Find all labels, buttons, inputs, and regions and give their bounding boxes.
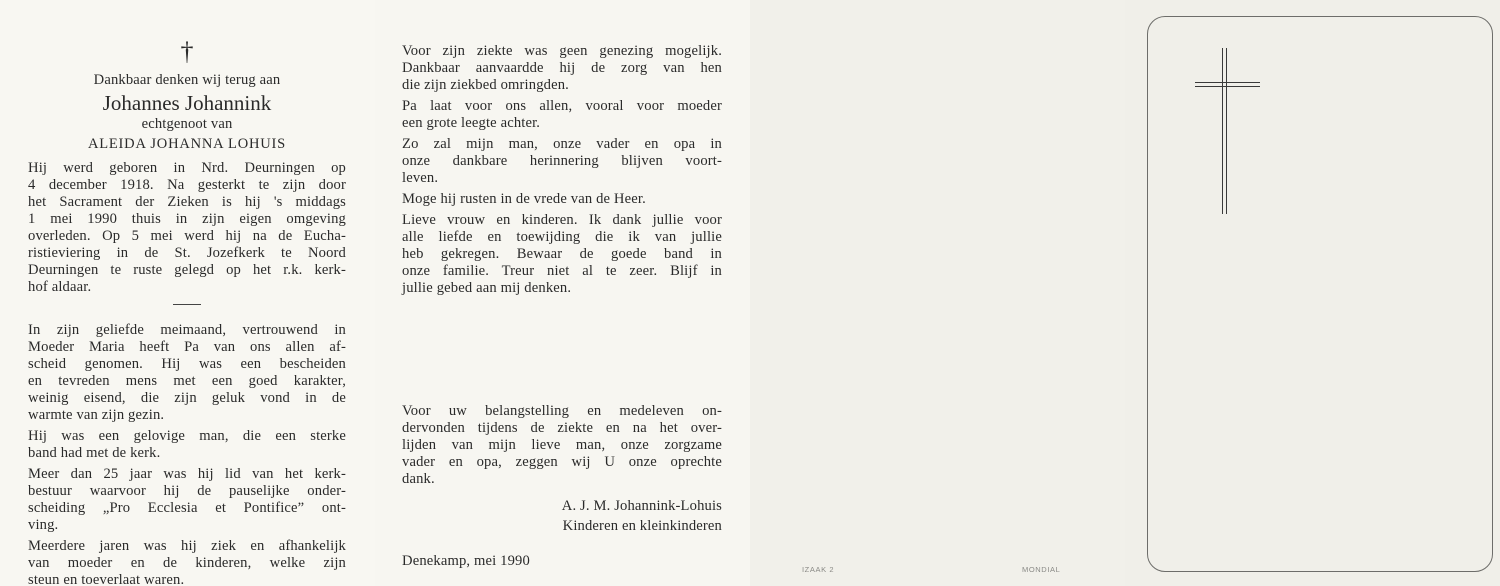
- card-panel-left: [0, 0, 375, 586]
- text-line: die zijn ziekbed omringden.: [402, 77, 569, 93]
- text-line: scheid genomen. Hij was een bescheiden: [28, 356, 346, 372]
- text-line: Deurningen te ruste gelegd op het r.k. kerk-: [28, 262, 346, 278]
- card-panel-blank: [750, 0, 1125, 586]
- deceased-name: Johannes Johannink: [102, 91, 272, 115]
- text-line: band had met de kerk.: [28, 445, 161, 461]
- text-line: Moeder Maria heeft Pa van ons allen af-: [28, 339, 346, 355]
- text-line: bestuur waarvoor hij de pauselijke onder-: [28, 483, 346, 499]
- cross-icon: †: [180, 37, 194, 66]
- text-line: Pa laat voor ons allen, vooral voor moeder: [402, 98, 722, 114]
- text-line: onze dankbare herinnering blijven voort-: [402, 153, 722, 169]
- text-line: steun en toeverlaat waren.: [28, 572, 185, 586]
- text-line: van moeder en de kinderen, welke zijn: [28, 555, 346, 571]
- text-line: Meerdere jaren was hij ziek en afhankelijk: [28, 538, 346, 554]
- text-line: leven.: [402, 170, 439, 186]
- text-line: en tevreden mens met een goed karakter,: [28, 373, 346, 389]
- text-line: lijden van mijn lieve man, onze zorgzame: [402, 437, 722, 453]
- relation-line: echtgenoot van: [141, 116, 233, 132]
- paragraph-character: [28, 322, 346, 424]
- text-line: weinig eisend, die zijn geluk vond in de: [28, 390, 346, 406]
- text-line: alle liefde en toewijding die ik van jullie: [402, 229, 722, 245]
- text-line: Hij werd geboren in Nrd. Deurningen op: [28, 160, 346, 176]
- paragraph-memory: [402, 136, 722, 187]
- panel-middle-bottom: [402, 403, 722, 570]
- text-line: Voor zijn ziekte was geen genezing mogelijk.: [402, 43, 722, 59]
- paragraph-thanks: [402, 403, 722, 488]
- signature-name: A. J. M. Johannink-Lohuis: [561, 498, 722, 514]
- publisher-imprint: MONDIAL: [1022, 565, 1061, 574]
- paragraph-church-board: [28, 466, 346, 534]
- text-line: dervonden tijdens de ziekte en na het over-: [402, 420, 722, 436]
- text-line: Dankbaar aanvaardde hij de zorg van hen: [402, 60, 722, 76]
- text-line: overleden. Op 5 mei werd hij na de Eucha-: [28, 228, 346, 244]
- text-line: ving.: [28, 517, 59, 533]
- text-line: Voor uw belangstelling en medeleven on-: [402, 403, 722, 419]
- paragraph-farewell-words: [402, 212, 722, 297]
- text-line: jullie gebed aan mij denken.: [402, 280, 572, 296]
- text-line: vader en opa, zeggen wij U onze oprechte: [402, 454, 722, 470]
- text-line: warmte van zijn gezin.: [28, 407, 165, 423]
- text-line: 4 december 1918. Na gesterkt te zijn door: [28, 177, 346, 193]
- text-line: Moge hij rusten in de vrede van de Heer.: [402, 191, 646, 207]
- text-line: een grote leegte achter.: [402, 115, 541, 131]
- signature-family: Kinderen en kleinkinderen: [562, 518, 722, 534]
- text-line: onze familie. Treur niet al te zeer. Blijf in: [402, 263, 722, 279]
- text-line: heb gekregen. Bewaar de goede band in: [402, 246, 722, 262]
- paragraph-faith: [28, 428, 346, 462]
- text-line: hof aldaar.: [28, 279, 92, 295]
- card-panel-middle: [375, 0, 750, 586]
- printer-imprint: IZAAK 2: [802, 565, 835, 574]
- cross-icon: [1193, 48, 1263, 216]
- paragraph-no-cure: [402, 43, 722, 94]
- spouse-name: ALEIDA JOHANNA LOHUIS: [87, 136, 287, 152]
- text-line: Lieve vrouw en kinderen. Ik dank jullie voor: [402, 212, 722, 228]
- paragraph-emptiness: [402, 98, 722, 132]
- text-line: het Sacrament der Zieken is hij 's middags: [28, 194, 346, 210]
- paragraph-birth-death: [28, 160, 346, 296]
- place-date: Denekamp, mei 1990: [402, 553, 530, 569]
- card-panel-cover: [1125, 0, 1500, 586]
- text-line: ristieviering in de St. Jozefkerk te Noord: [28, 245, 346, 261]
- text-line: Meer dan 25 jaar was hij lid van het kerk-: [28, 466, 346, 482]
- paragraph-rest-in-peace: [402, 191, 722, 208]
- intro-line: Dankbaar denken wij terug aan: [93, 72, 281, 88]
- panel-middle-top: [402, 43, 722, 301]
- panel-left-content: [28, 38, 346, 586]
- text-line: dank.: [402, 471, 435, 487]
- text-line: Zo zal mijn man, onze vader en opa in: [402, 136, 722, 152]
- text-line: scheiding „Pro Ecclesia et Pontifice” ont-: [28, 500, 346, 516]
- text-line: 1 mei 1990 thuis in zijn eigen omgeving: [28, 211, 346, 227]
- text-line: Hij was een gelovige man, die een sterke: [28, 428, 346, 444]
- divider: [173, 304, 201, 305]
- text-line: In zijn geliefde meimaand, vertrouwend in: [28, 322, 346, 338]
- paragraph-illness: [28, 538, 346, 586]
